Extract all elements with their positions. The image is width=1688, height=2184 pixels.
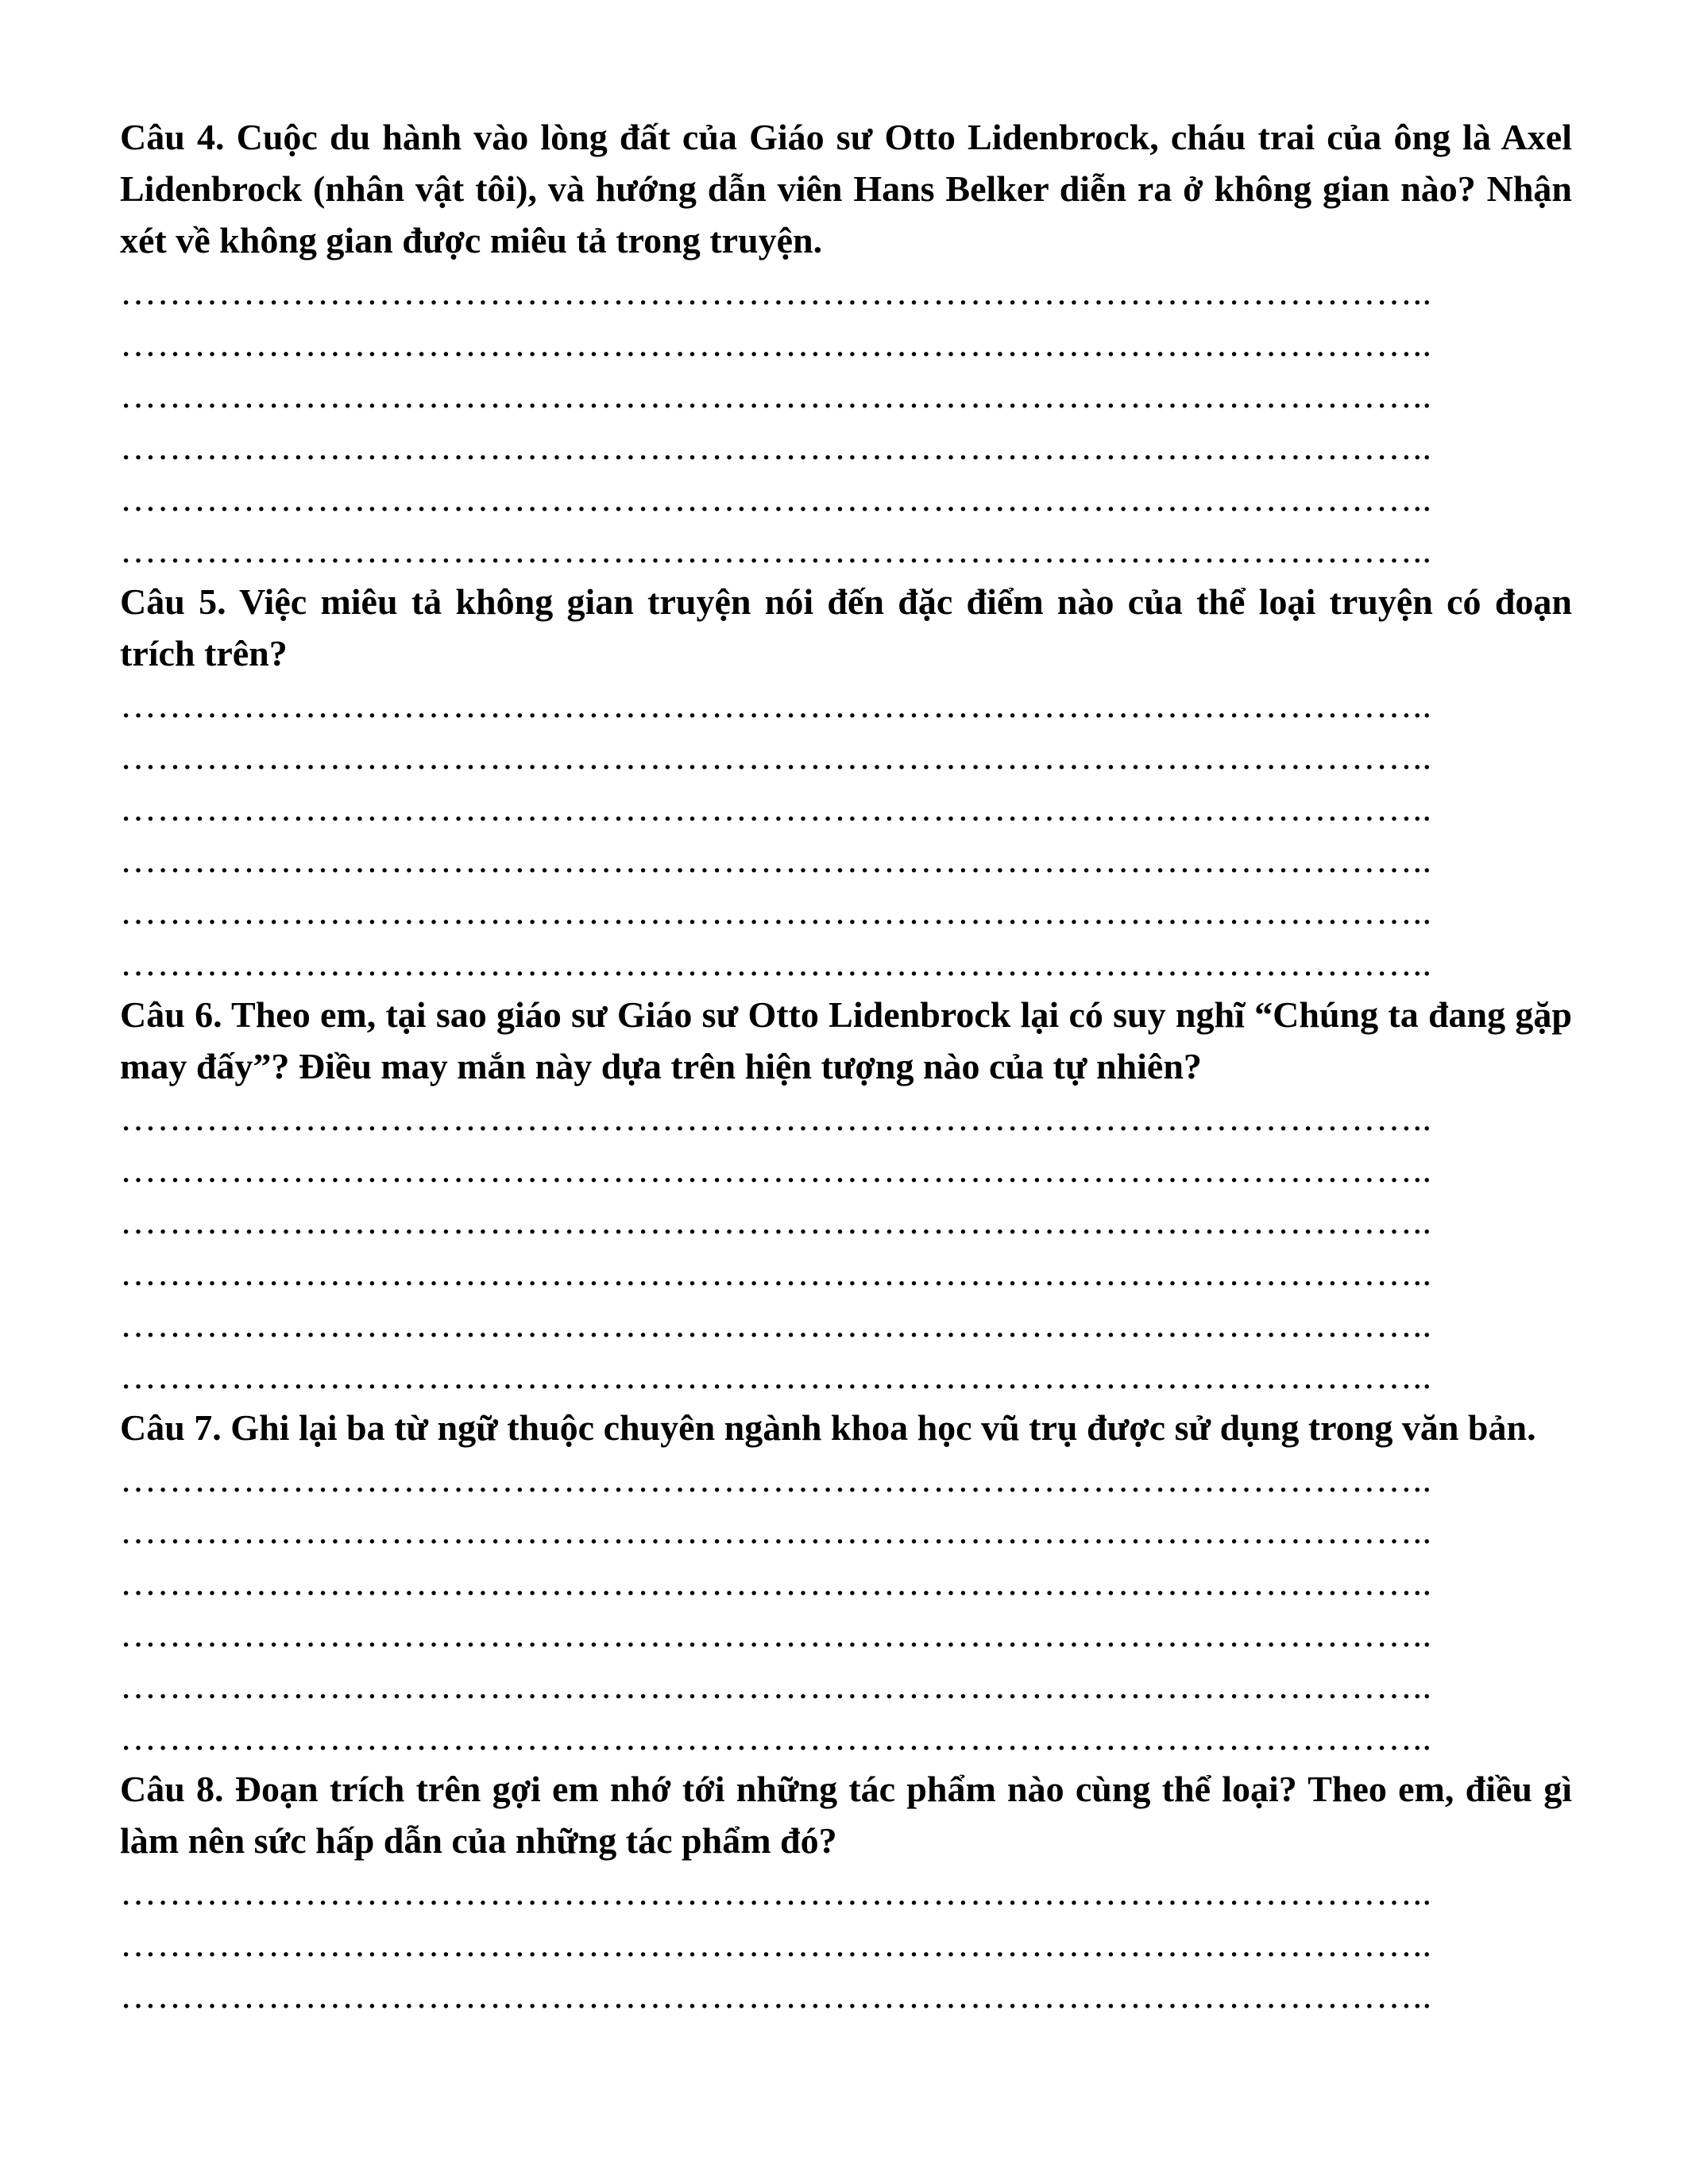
question-6-text: Câu 6. Theo em, tại sao giáo sư Giáo sư Otto Lidenbrock lại có suy nghĩ “Chúng ta đang gặp may đấy”? Điều may mắn này dựa trên hiện tượng nào của tự nhiên? [120,994,1572,1086]
answer-line[interactable]: …………………………………………………………………………………………….. [120,1098,1432,1138]
answer-line[interactable]: …………………………………………………………………………………………….. [120,478,1432,519]
answer-line[interactable]: …………………………………………………………………………………………….. [120,1356,1432,1396]
answer-line[interactable]: …………………………………………………………………………………………….. [120,272,1432,312]
answer-line[interactable]: …………………………………………………………………………………………….. [120,1511,1432,1551]
answer-line[interactable]: …………………………………………………………………………………………….. [120,1149,1432,1190]
question-4 [120,111,1572,576]
question-7-text: Câu 7. Ghi lại ba từ ngữ thuộc chuyên ngành khoa học vũ trụ được sử dụng trong văn bản. [120,1407,1536,1448]
question-7 [120,1402,1572,1763]
answer-line[interactable]: …………………………………………………………………………………………….. [120,1614,1432,1654]
worksheet-page [120,111,1572,2021]
answer-line[interactable]: …………………………………………………………………………………………….. [120,1252,1432,1293]
answer-line[interactable]: …………………………………………………………………………………………….. [120,943,1432,983]
answer-line[interactable]: …………………………………………………………………………………………….. [120,1665,1432,1706]
question-6 [120,989,1572,1402]
question-5-answer-area[interactable] [120,679,1572,989]
question-8-answer-area[interactable] [120,1866,1572,2021]
answer-line[interactable]: …………………………………………………………………………………………….. [120,1562,1432,1603]
question-6-answer-area[interactable] [120,1092,1572,1402]
answer-line[interactable]: …………………………………………………………………………………………….. [120,375,1432,415]
answer-line[interactable]: …………………………………………………………………………………………….. [120,426,1432,467]
answer-line[interactable]: …………………………………………………………………………………………….. [120,736,1432,777]
question-5 [120,576,1572,989]
answer-line[interactable]: …………………………………………………………………………………………….. [120,1201,1432,1241]
answer-line[interactable]: …………………………………………………………………………………………….. [120,1975,1432,2016]
question-4-answer-area[interactable] [120,266,1572,576]
answer-line[interactable]: …………………………………………………………………………………………….. [120,1459,1432,1499]
question-7-answer-area[interactable] [120,1453,1572,1763]
answer-line[interactable]: …………………………………………………………………………………………….. [120,1924,1432,1964]
answer-line[interactable]: …………………………………………………………………………………………….. [120,891,1432,932]
question-5-text: Câu 5. Việc miêu tả không gian truyện nói đến đặc điểm nào của thể loại truyện có đoạn trích trên? [120,581,1572,673]
answer-line[interactable]: …………………………………………………………………………………………….. [120,1717,1432,1758]
answer-line[interactable]: …………………………………………………………………………………………….. [120,530,1432,570]
question-8 [120,1763,1572,2021]
answer-line[interactable]: …………………………………………………………………………………………….. [120,788,1432,828]
question-4-text: Câu 4. Cuộc du hành vào lòng đất của Giáo sư Otto Lidenbrock, cháu trai của ông là Axel Lidenbrock (nhân vật tôi), và hướng dẫn viên Hans Belker diễn ra ở không gian nào? Nhận xét về không gian được miêu tả trong truyện. [120,117,1572,260]
question-8-text: Câu 8. Đoạn trích trên gợi em nhớ tới những tác phẩm nào cùng thể loại? Theo em, điều gì làm nên sức hấp dẫn của những tác phẩm đó? [120,1769,1572,1861]
answer-line[interactable]: …………………………………………………………………………………………….. [120,323,1432,364]
answer-line[interactable]: …………………………………………………………………………………………….. [120,839,1432,880]
answer-line[interactable]: …………………………………………………………………………………………….. [120,1872,1432,1912]
answer-line[interactable]: …………………………………………………………………………………………….. [120,685,1432,725]
answer-line[interactable]: …………………………………………………………………………………………….. [120,1304,1432,1345]
